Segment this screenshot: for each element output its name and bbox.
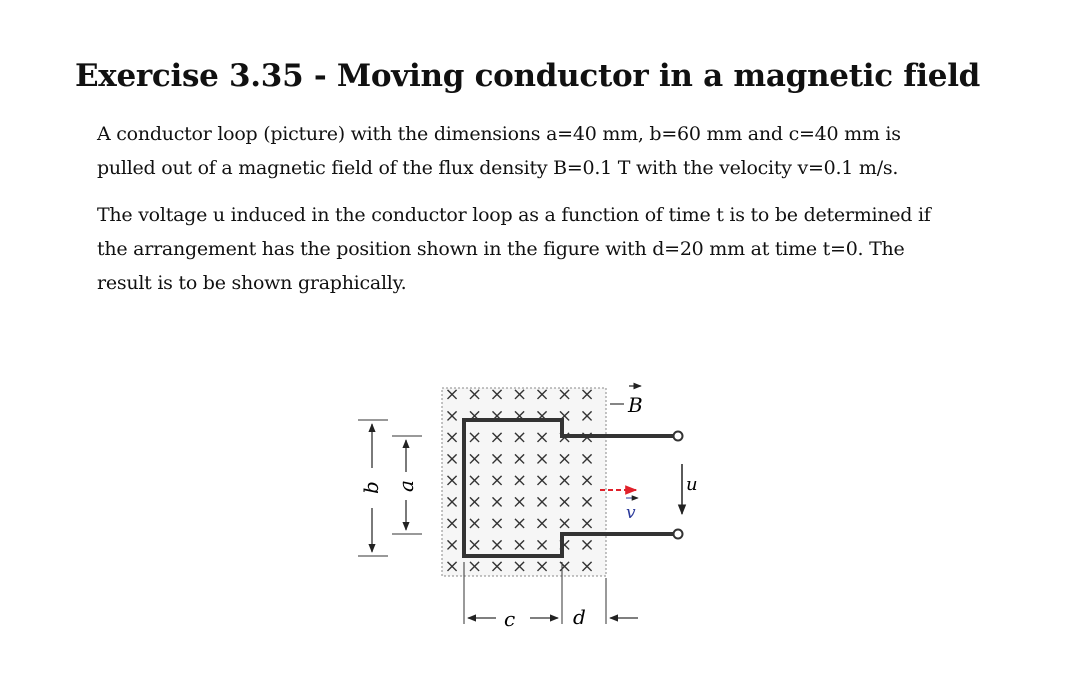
field-cross: × [489, 427, 505, 448]
field-cross: × [444, 448, 460, 470]
field-cross: × [511, 556, 528, 577]
paragraph-2-line-1: The voltage u induced in the conductor loop as a function of time t is to be determined if [97, 204, 931, 226]
paragraph-1-line-1: A conductor loop (picture) with the dimensions a=40 mm, b=60 mm and c=40 mm is [97, 123, 901, 145]
label-b-field: B [628, 393, 643, 417]
field-cross: × [489, 513, 505, 534]
field-cross: × [466, 427, 483, 448]
field-cross: × [444, 556, 460, 577]
field-cross: × [489, 448, 505, 470]
field-cross: × [511, 491, 528, 513]
field-cross: × [466, 556, 483, 577]
field-cross: × [511, 470, 528, 491]
field-cross: × [534, 513, 550, 534]
field-cross: × [511, 448, 528, 470]
exercise-title: Exercise 3.35 - Moving conductor in a magnetic field [74, 58, 981, 94]
label-b-dimension: b [359, 481, 383, 494]
terminal-top [674, 432, 683, 441]
field-cross: × [444, 470, 460, 491]
field-cross: × [466, 405, 483, 427]
field-cross: × [556, 534, 573, 556]
field-cross: × [444, 427, 460, 448]
field-cross: × [579, 470, 595, 491]
terminal-bottom [674, 530, 683, 539]
label-u: u [686, 474, 698, 495]
field-cross: × [489, 491, 505, 513]
paragraph-2-line-2: the arrangement has the position shown in the figure with d=20 mm at time t=0. The [97, 238, 905, 260]
field-cross: × [556, 513, 573, 534]
field-cross: × [466, 534, 483, 556]
field-cross: × [579, 405, 595, 427]
field-crosses [444, 384, 594, 577]
field-cross: × [534, 448, 550, 470]
field-cross: × [444, 534, 460, 556]
field-cross: × [556, 470, 573, 491]
field-cross: × [444, 384, 460, 405]
paragraph-2-line-3: result is to be shown graphically. [97, 272, 407, 294]
field-cross: × [556, 448, 573, 470]
field-cross: × [466, 513, 483, 534]
field-cross: × [579, 513, 595, 534]
field-cross: × [556, 427, 573, 448]
conductor-loop-figure [348, 368, 708, 636]
field-cross: × [579, 448, 595, 470]
field-cross: × [511, 534, 528, 556]
label-v: v [626, 503, 636, 523]
problem-paragraph-2 [97, 198, 977, 300]
field-cross: × [489, 384, 505, 405]
field-cross: × [534, 384, 550, 405]
field-cross: × [511, 405, 528, 427]
field-cross: × [466, 384, 483, 405]
field-cross: × [534, 491, 550, 513]
field-cross: × [534, 405, 550, 427]
field-cross: × [489, 556, 505, 577]
field-cross: × [556, 556, 573, 577]
field-cross: × [579, 491, 595, 513]
field-cross: × [444, 491, 460, 513]
field-cross: × [579, 556, 595, 577]
field-cross: × [444, 405, 460, 427]
field-cross: × [489, 534, 505, 556]
field-cross: × [511, 384, 528, 405]
field-cross: × [466, 470, 483, 491]
label-a-dimension: a [394, 480, 418, 492]
field-cross: × [534, 556, 550, 577]
problem-paragraph-1 [97, 117, 977, 185]
field-cross: × [556, 405, 573, 427]
field-cross: × [534, 470, 550, 491]
label-c-dimension: c [504, 607, 516, 631]
field-cross: × [556, 491, 573, 513]
field-cross: × [489, 405, 505, 427]
label-d-dimension: d [573, 605, 586, 629]
figure-svg [348, 368, 708, 636]
field-cross: × [511, 513, 528, 534]
field-cross: × [579, 534, 595, 556]
field-cross: × [444, 513, 460, 534]
field-cross: × [579, 384, 595, 405]
paragraph-1-line-2: pulled out of a magnetic field of the flux density B=0.1 T with the velocity v=0.1 m/s. [97, 157, 899, 179]
field-cross: × [556, 384, 573, 405]
field-cross: × [534, 534, 550, 556]
field-cross: × [511, 427, 528, 448]
field-cross: × [489, 470, 505, 491]
field-cross: × [466, 491, 483, 513]
field-cross: × [534, 427, 550, 448]
field-cross: × [579, 427, 595, 448]
field-cross: × [466, 448, 483, 470]
